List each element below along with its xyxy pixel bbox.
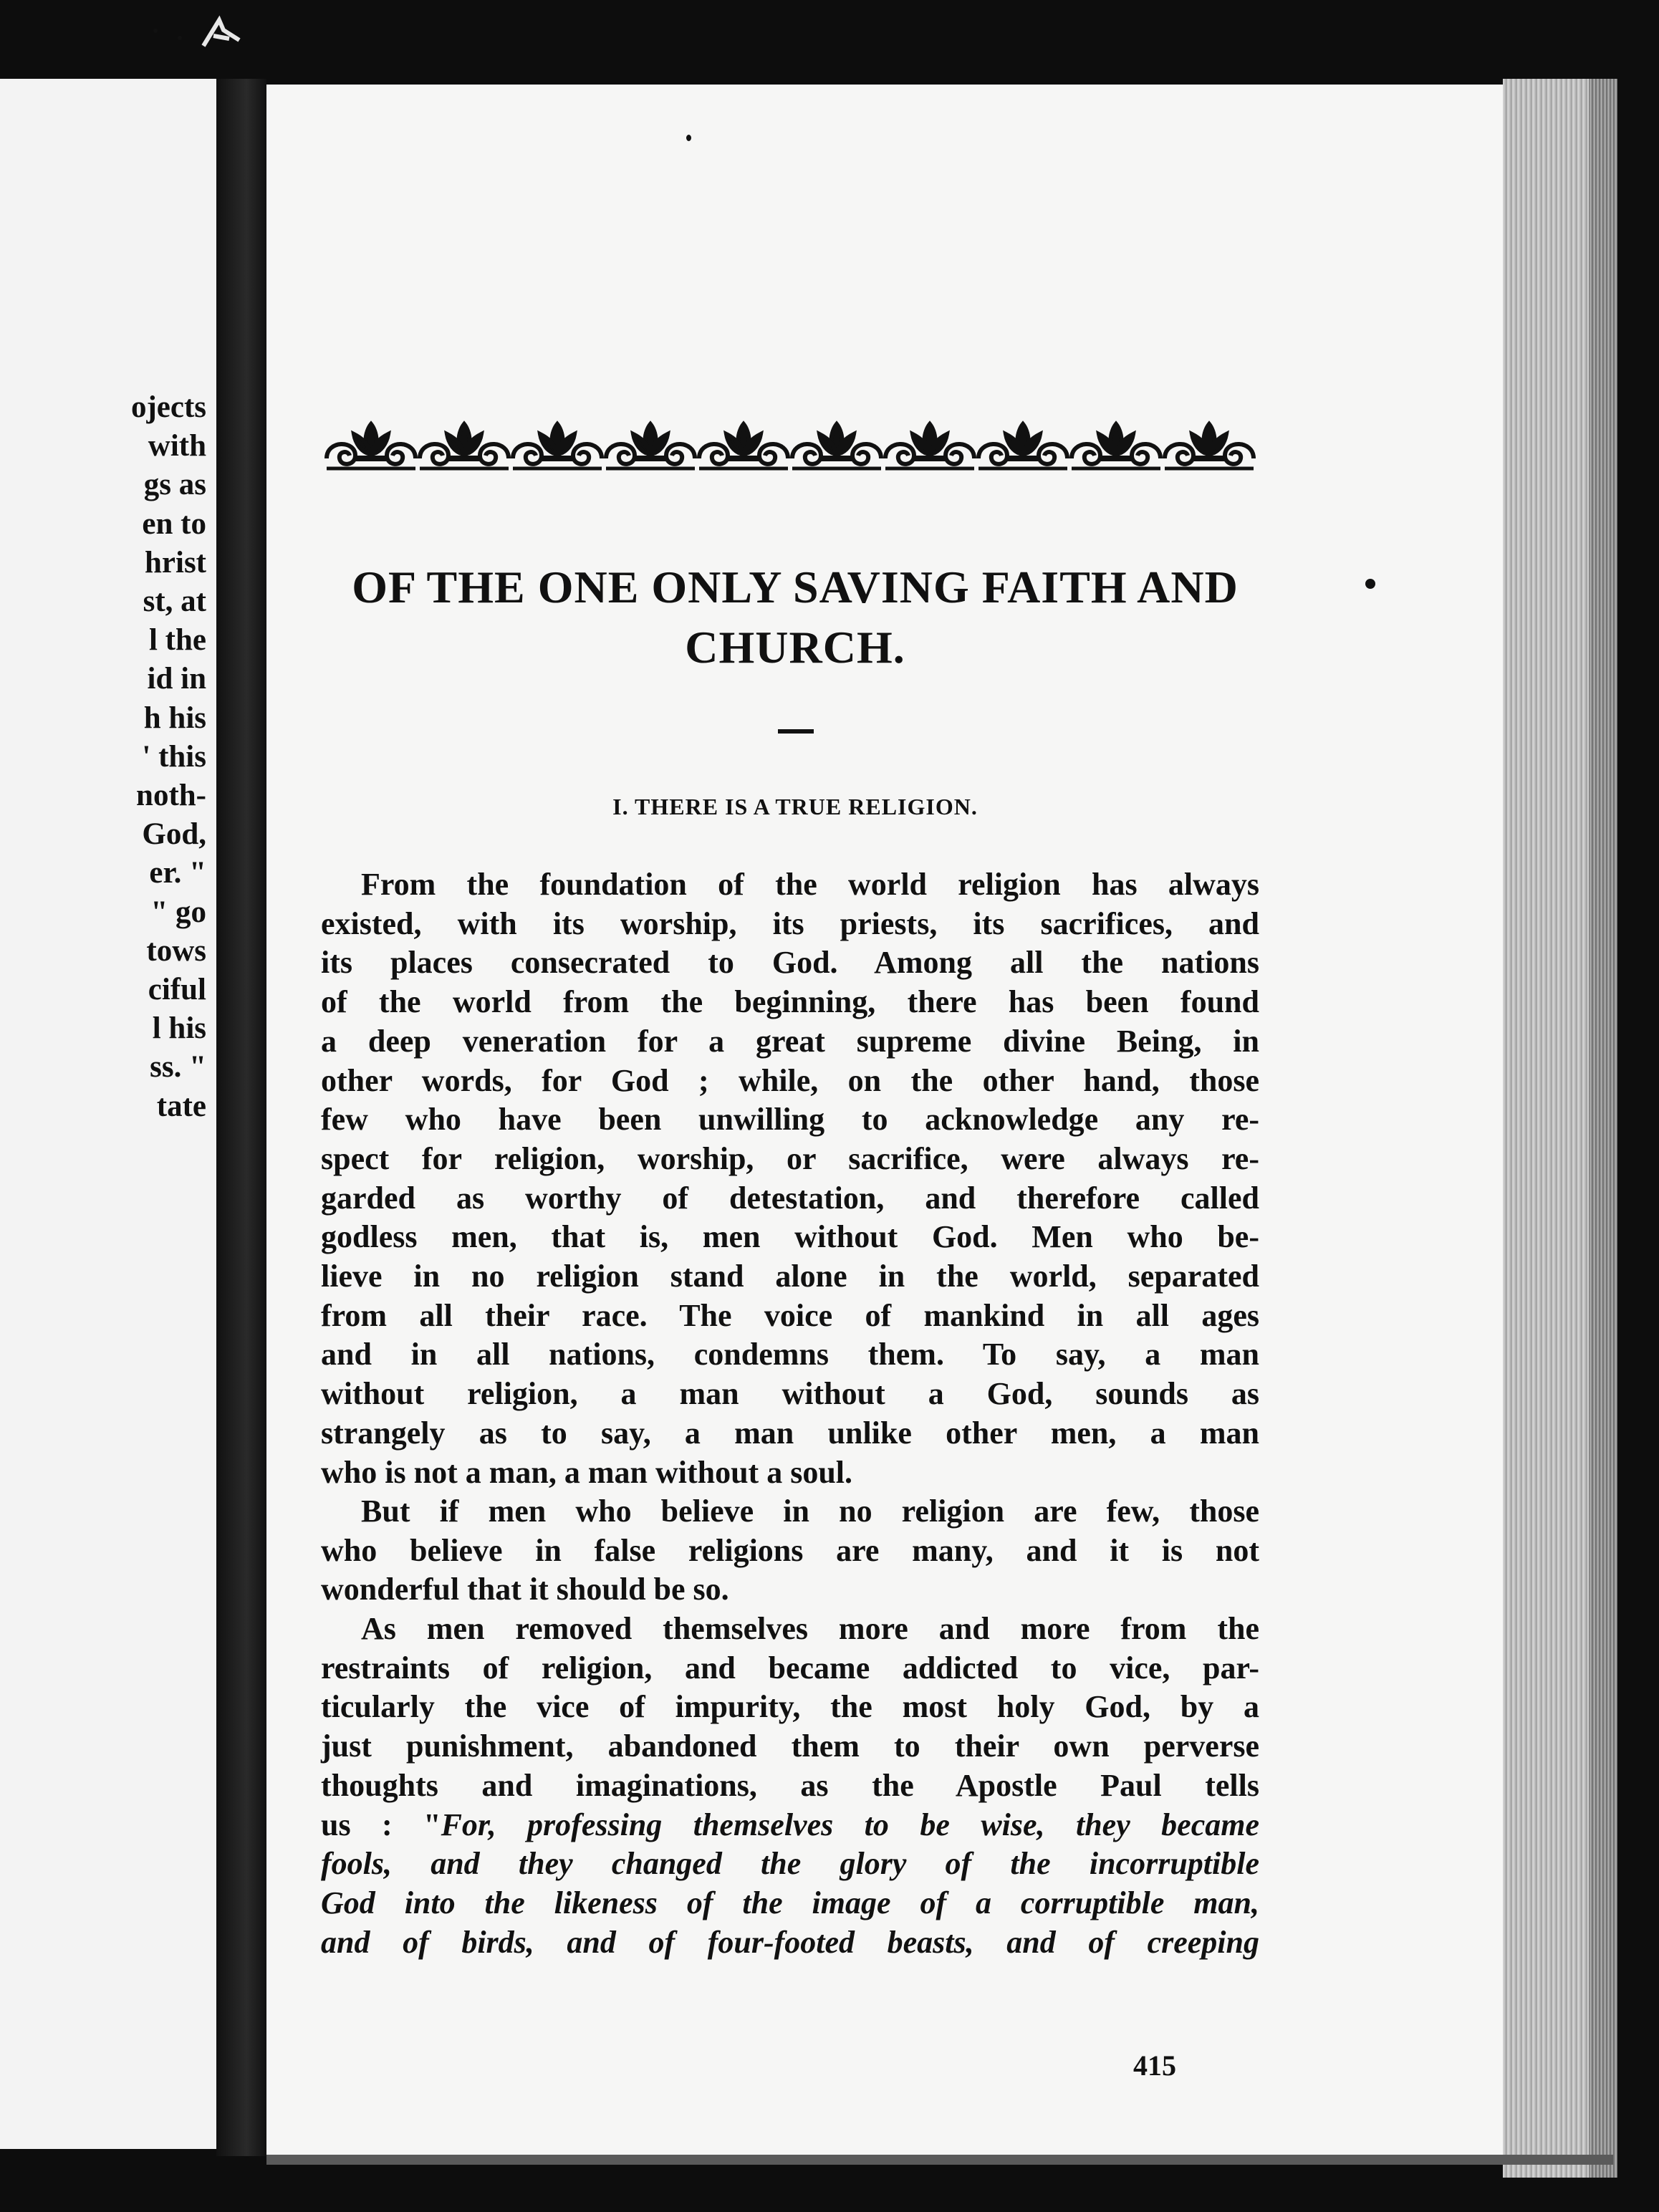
previous-line: id in: [147, 662, 206, 696]
text-line: a deep veneration for a great supreme divine Being, in: [321, 1023, 1259, 1059]
text-line: who believe in false religions are many, and it is not: [321, 1532, 1259, 1568]
text-line: thoughts and imaginations, as the Apostle Paul tells: [321, 1767, 1259, 1803]
previous-line: gs as: [143, 468, 206, 502]
text-line: From the foundation of the world religion has always: [361, 867, 1259, 902]
corner-mark-icon: [198, 14, 248, 52]
page-bottom-edge: [266, 2155, 1613, 2165]
text-line: wonderful that it should be so.: [321, 1572, 729, 1607]
previous-line: ' this: [142, 739, 206, 774]
book-gutter: [216, 79, 266, 2156]
previous-line: God,: [142, 817, 206, 852]
previous-line: noth-: [136, 779, 206, 813]
text-line: strangely as to say, a man unlike other men, a man: [321, 1415, 1259, 1451]
section-heading: I. THERE IS A TRUE RELIGION.: [612, 794, 978, 819]
previous-page: [0, 79, 216, 2149]
text-line: ticularly the vice of impurity, the most holy God, by a: [321, 1689, 1259, 1725]
previous-line: tows: [146, 933, 206, 968]
quote-text: For, professing themselves to be wise, they became: [441, 1807, 1259, 1842]
text-line: restraints of religion, and became addicted to vice, par-: [321, 1650, 1259, 1686]
text-line: few who have been unwilling to acknowledge any re-: [321, 1102, 1259, 1138]
previous-line: h his: [143, 701, 206, 735]
page-number: 415: [1133, 2049, 1176, 2082]
paragraph-1: [321, 865, 1259, 1492]
text-line: garded as worthy of detestation, and therefore called: [321, 1180, 1259, 1216]
text-line: of the world from the beginning, there has been found: [321, 984, 1259, 1020]
text-line: just punishment, abandoned them to their own perverse: [321, 1728, 1259, 1764]
text-line: and in all nations, condemns them. To say, a man: [321, 1337, 1259, 1372]
text-line: godless men, that is, men without God. Men who be-: [321, 1219, 1259, 1255]
title-rule: [778, 729, 814, 734]
previous-line: l the: [148, 623, 206, 658]
previous-line: ojects: [130, 390, 206, 424]
previous-line: l his: [152, 1011, 206, 1046]
previous-line: ss. ": [150, 1050, 206, 1085]
previous-line: ciful: [148, 973, 206, 1007]
text-line: existed, with its worship, its priests, its sacrifices, and: [321, 905, 1259, 941]
previous-line: with: [148, 429, 206, 463]
text-line: [321, 1806, 1259, 1845]
text-line: who is not a man, a man without a soul.: [321, 1454, 853, 1490]
text-line: other words, for God ; while, on the other hand, those: [321, 1062, 1259, 1098]
text-line: spect for religion, worship, or sacrifice, were always re-: [321, 1140, 1259, 1176]
chapter-title: [301, 557, 1289, 678]
quote-line: and of birds, and of four-footed beasts, and of creeping: [321, 1924, 1259, 1960]
previous-line: tate: [156, 1089, 206, 1123]
previous-page-text: [131, 388, 206, 1126]
quote-line: fools, and they changed the glory of the incorruptible: [321, 1846, 1259, 1882]
fleuron-border-icon: [324, 418, 1262, 479]
chapter-title-line: OF THE ONE ONLY SAVING FAITH AND: [352, 562, 1239, 612]
page-edges: [1503, 79, 1617, 2178]
text-line: from all their race. The voice of mankind in all ages: [321, 1297, 1259, 1333]
text-line: As men removed themselves more and more from the: [361, 1611, 1259, 1646]
text-line: But if men who believe in no religion are few, those: [361, 1494, 1259, 1529]
previous-line: er. ": [149, 856, 206, 890]
previous-line: " go: [150, 895, 206, 929]
paragraph-2: [321, 1492, 1259, 1610]
text-line: without religion, a man without a God, sounds as: [321, 1376, 1259, 1412]
ink-speck: [1365, 579, 1375, 589]
previous-line: st, at: [143, 585, 206, 619]
previous-line: hrist: [145, 545, 206, 580]
previous-line: en to: [142, 506, 206, 541]
chapter-title-line: CHURCH.: [685, 622, 905, 673]
paragraph-3: [321, 1610, 1259, 1962]
ink-speck: [153, 29, 158, 33]
quote-lead: us : ": [321, 1807, 441, 1842]
text-line: lieve in no religion stand alone in the world, separated: [321, 1259, 1259, 1294]
ink-speck: [178, 36, 182, 40]
ink-speck: [686, 135, 691, 141]
quote-line: God into the likeness of the image of a corruptible man,: [321, 1885, 1259, 1920]
text-line: its places consecrated to God. Among all the nations: [321, 945, 1259, 981]
